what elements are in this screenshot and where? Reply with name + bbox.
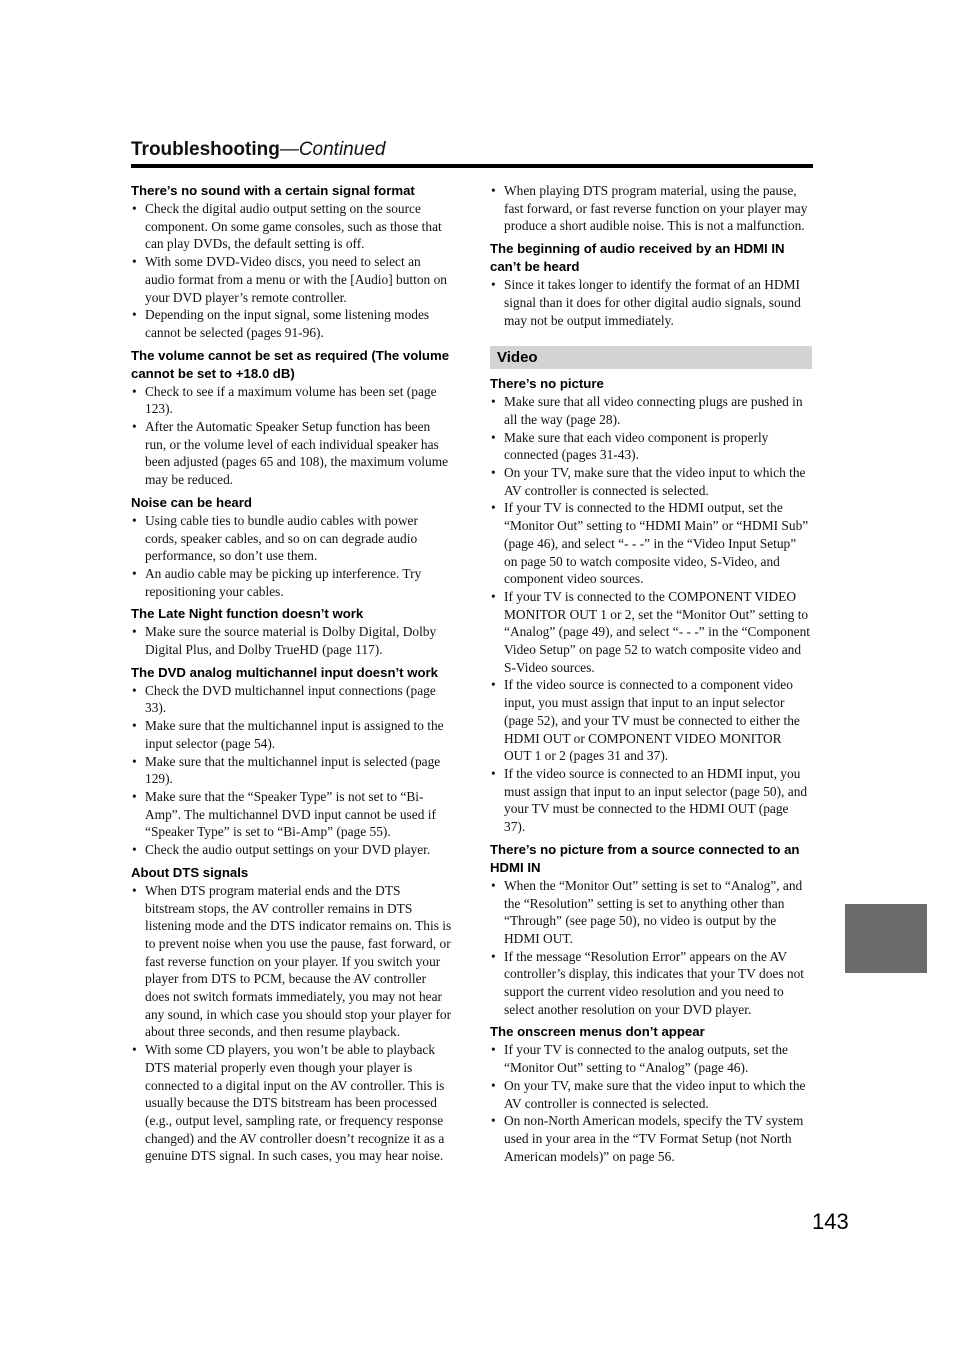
bullet-list — [490, 1041, 812, 1165]
section-header-video — [490, 346, 812, 369]
bullet-item: • Make sure that all video connecting plugs are pushed in all the way (page 28). — [490, 393, 812, 428]
topic-block — [490, 240, 812, 329]
topic-block — [131, 347, 453, 489]
right-column — [490, 182, 812, 1170]
bullet-item: • With some CD players, you won’t be able to playback DTS material properly even though your player is connected to a digital input on the AV controller. This is usually because the DTS bitstream has been processed (e.g., output level, sampling rate, or frequency response changed) and the AV controller doesn’t recognize it as a genuine DTS signal. In such cases, you may hear noise. — [131, 1041, 453, 1165]
bullet-item: • Since it takes longer to identify the format of an HDMI signal than it does for other digital audio signals, sound may not be output immediately. — [490, 276, 812, 329]
topic-block — [490, 375, 812, 836]
topic-heading: About DTS signals — [131, 864, 249, 880]
bullet-list — [490, 182, 812, 235]
section-title: Video — [497, 349, 538, 367]
topic-heading: There’s no sound with a certain signal format — [131, 183, 415, 198]
bullet-item: • Make sure the source material is Dolby Digital, Dolby Digital Plus, and Dolby TrueHD (page 117). — [131, 623, 453, 658]
bullet-item: • If the message “Resolution Error” appears on the AV controller’s display, this indicates that your TV does not support the current video resolution and you need to select another resolution on your DVD player. — [490, 948, 812, 1019]
bullet-item: • If the video source is connected to an HDMI input, you must assign that input to an input selector (page 50), and your TV must be connected to the HDMI OUT (page 37). — [490, 765, 812, 836]
topic-block — [131, 605, 453, 658]
header-title: Troubleshooting — [131, 139, 280, 160]
bullet-item: • On non-North American models, specify the TV system used in your area in the “TV Format Setup (not North American models)” on page 56. — [490, 1112, 812, 1165]
bullet-item: • When DTS program material ends and the DTS bitstream stops, the AV controller remains in DTS listening mode and the DTS indicator remains on. This is to prevent noise when you use the pause, fast forward, or fast reverse function on your player. If you switch your player from DTS to PCM, because the AV controller does not switch formats immediately, you may not hear any sound, in which case you should stop your player for about three seconds, and then resume playback. — [131, 882, 453, 1041]
topic-block — [131, 494, 453, 601]
bullet-list — [131, 682, 453, 859]
topic-block — [490, 182, 812, 235]
bullet-list — [131, 882, 453, 1165]
chapter-tab-marker — [845, 904, 927, 973]
bullet-list — [131, 623, 453, 658]
bullet-list — [490, 877, 812, 1019]
bullet-item: • If your TV is connected to the analog outputs, set the “Monitor Out” setting to “Analog” (page 46). — [490, 1041, 812, 1076]
header-continued: —Continued — [279, 139, 386, 160]
right-column-top — [490, 182, 812, 329]
bullet-list — [131, 200, 453, 342]
bullet-item: • If the video source is connected to a component video input, you must assign that input to an input selector (page 52), and your TV must be connected to either the HDMI OUT or COMPONENT VIDEO MONITOR OUT 1 or 2 (pages 31 and 37). — [490, 676, 812, 765]
page-number: 143 — [812, 1209, 849, 1234]
page-header — [131, 138, 813, 168]
topic-heading: Noise can be heard — [131, 494, 252, 510]
bullet-item: • Check the DVD multichannel input connections (page 33). — [131, 682, 453, 717]
topic-heading: The beginning of audio received by an HDMI IN can’t be heard — [490, 241, 785, 275]
left-column — [131, 182, 453, 1170]
bullet-item: • Make sure that the multichannel input is assigned to the input selector (page 54). — [131, 717, 453, 752]
topic-block — [131, 182, 453, 342]
bullet-list — [490, 393, 812, 836]
topic-block — [131, 664, 453, 859]
bullet-item: • On your TV, make sure that the video input to which the AV controller is connected is selected. — [490, 1077, 812, 1112]
bullet-item: • Using cable ties to bundle audio cables with power cords, speaker cables, and so on can degrade audio performance, so don’t use them. — [131, 512, 453, 565]
topic-heading: The onscreen menus don’t appear — [490, 1024, 705, 1040]
bullet-list — [490, 276, 812, 329]
bullet-item: • Make sure that the multichannel input is selected (page 129). — [131, 753, 453, 788]
bullet-item: • On your TV, make sure that the video input to which the AV controller is connected is selected. — [490, 464, 812, 499]
bullet-item: • Make sure that each video component is properly connected (pages 31-43). — [490, 429, 812, 464]
bullet-item: • Check to see if a maximum volume has been set (page 123). — [131, 383, 453, 418]
bullet-item: • When the “Monitor Out” setting is set to “Analog”, and the “Resolution” setting is set to anything other than “Through” (see page 50), no video is output by the HDMI OUT. — [490, 877, 812, 948]
bullet-item: • Depending on the input signal, some listening modes cannot be selected (pages 91-96). — [131, 306, 453, 341]
topic-heading: There’s no picture — [490, 376, 604, 392]
topic-heading: The volume cannot be set as required (The volume cannot be set to +18.0 dB) — [131, 347, 450, 381]
video-section-body — [490, 375, 812, 1165]
topic-block — [490, 1023, 812, 1165]
bullet-item: • Check the digital audio output setting on the source component. On some game consoles, such as those that can play DVDs, the default setting is off. — [131, 200, 453, 253]
bullet-list — [131, 512, 453, 601]
bullet-item: • If your TV is connected to the HDMI output, set the “Monitor Out” setting to “HDMI Main” or “HDMI Sub” (page 46), and select “- - -” in the “Video Input Setup” on page 50 to watch composite video, S-Video, and component video sources. — [490, 499, 812, 588]
topic-block — [490, 841, 812, 1019]
topic-heading: The DVD analog multichannel input doesn’t work — [131, 664, 438, 680]
bullet-item: • Make sure that the “Speaker Type” is not set to “Bi-Amp”. The multichannel DVD input cannot be used if “Speaker Type” is set to “Bi-Amp” (page 55). — [131, 788, 453, 841]
topic-heading: The Late Night function doesn’t work — [131, 606, 364, 622]
bullet-list — [131, 383, 453, 489]
bullet-item: • An audio cable may be picking up interference. Try repositioning your cables. — [131, 565, 453, 600]
bullet-item: • With some DVD-Video discs, you need to select an audio format from a menu or with the [Audio] button on your DVD player’s remote controller. — [131, 253, 453, 306]
topic-heading: There’s no picture from a source connected to an HDMI IN — [490, 841, 800, 875]
bullet-item: • Check the audio output settings on your DVD player. — [131, 841, 453, 859]
bullet-item: • After the Automatic Speaker Setup function has been run, or the volume level of each individual speaker has been adjusted (pages 65 and 108), the maximum volume may be reduced. — [131, 418, 453, 489]
bullet-item: • When playing DTS program material, using the pause, fast forward, or fast reverse function on your player may produce a short audible noise. This is not a malfunction. — [490, 182, 812, 235]
topic-block — [131, 864, 453, 1165]
bullet-item: • If your TV is connected to the COMPONENT VIDEO MONITOR OUT 1 or 2, set the “Monitor Out” setting to “Analog” (page 49), and select “- - -” in the “Component Video Setup” on page 52 to watch composite video and S-Video sources. — [490, 588, 812, 677]
